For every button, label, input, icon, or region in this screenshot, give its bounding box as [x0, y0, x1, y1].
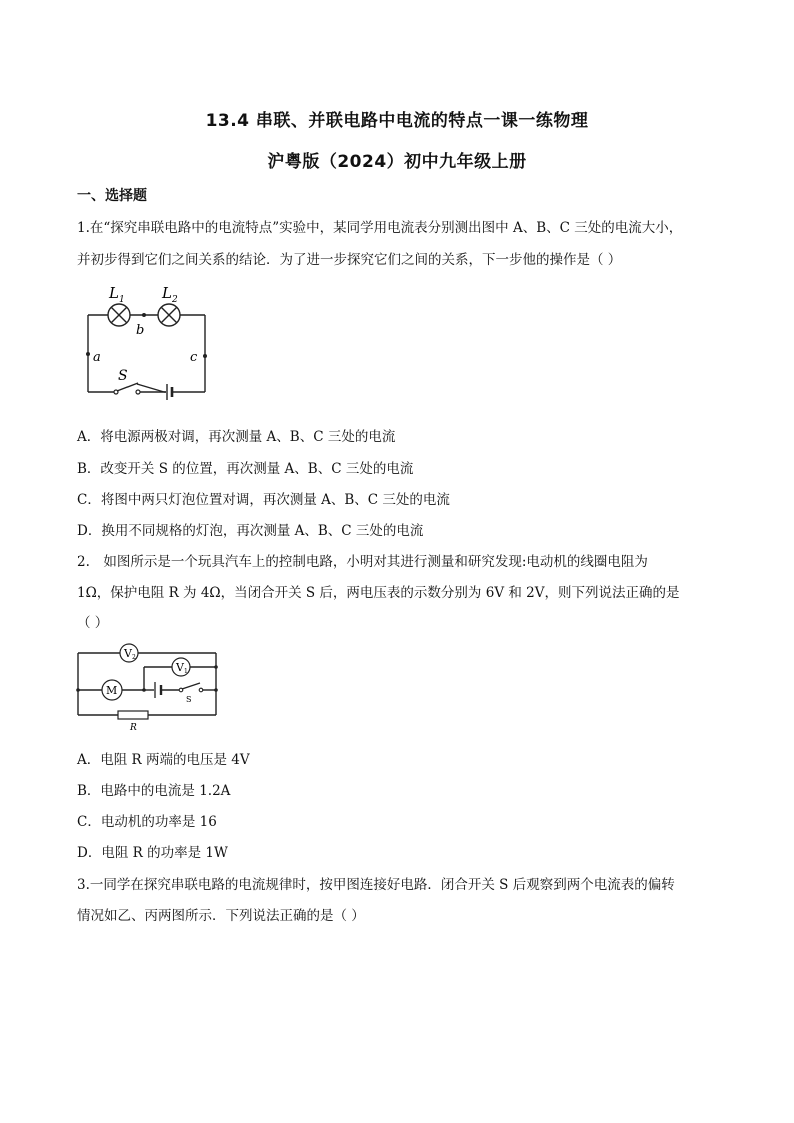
label-a: a	[93, 350, 101, 365]
q1-stem-line2: 并初步得到它们之间关系的结论．为了进一步探究它们之间的关系，下一步他的操作是（ ）	[77, 252, 622, 268]
label-m: M	[106, 684, 118, 697]
lamp-l1-icon	[108, 304, 130, 326]
q2-option-b: B．电路中的电流是 1.2A	[77, 783, 231, 799]
lamp-l2-icon	[158, 304, 180, 326]
label-v1: V	[176, 661, 184, 674]
label-s2: S	[186, 695, 192, 704]
doc-title-line2: 沪粤版（2024）初中九年级上册	[267, 152, 527, 172]
label-l1: L	[109, 284, 119, 302]
q1-option-c: C．将图中两只灯泡位置对调，再次测量 A、B、C 三处的电流	[77, 492, 450, 508]
section-heading: 一、选择题	[77, 188, 147, 204]
label-c: c	[190, 350, 198, 365]
label-r: R	[130, 723, 137, 733]
q2-stem-line3: （ ）	[77, 615, 109, 631]
resistor-icon	[118, 711, 148, 719]
label-v2: V	[124, 647, 132, 660]
q1-option-a: A．将电源两极对调，再次测量 A、B、C 三处的电流	[77, 429, 396, 445]
doc-title-line1: 13.4 串联、并联电路中电流的特点一课一练物理	[205, 111, 589, 131]
q2-option-d: D．电阻 R 的功率是 1W	[77, 845, 228, 861]
label-l2-sub: 2	[172, 295, 178, 305]
q2-circuit-diagram	[76, 640, 221, 735]
label-l1-sub: 1	[119, 295, 125, 305]
q2-option-c: C．电动机的功率是 16	[77, 814, 217, 830]
q2-stem-line1: 2. 如图所示是一个玩具汽车上的控制电路，小明对其进行测量和研究发现:电动机的线圈电阻为	[77, 554, 648, 570]
q1-stem-line1: 1.在“探究串联电路中的电流特点”实验中，某同学用电流表分别测出图中 A、B、C 三处的电流大小，	[77, 220, 683, 236]
label-v1-sub: 1	[184, 668, 188, 675]
label-l2: L	[162, 284, 172, 302]
q1-option-b: B．改变开关 S 的位置，再次测量 A、B、C 三处的电流	[77, 461, 414, 477]
q2-option-a: A．电阻 R 两端的电压是 4V	[77, 752, 250, 768]
label-v2-sub: 2	[132, 654, 136, 661]
q2-stem-line2: 1Ω，保护电阻 R 为 4Ω，当闭合开关 S 后，两电压表的示数分别为 6V 和 2V，则下列说法正确的是	[77, 585, 680, 601]
q3-stem-line2: 情况如乙、丙两图所示．下列说法正确的是（ ）	[77, 908, 365, 924]
q1-option-d: D．换用不同规格的灯泡，再次测量 A、B、C 三处的电流	[77, 523, 424, 539]
q1-circuit-diagram	[80, 280, 215, 405]
label-b: b	[136, 323, 145, 338]
label-s: S	[118, 368, 128, 384]
q3-stem-line1: 3.一同学在探究串联电路的电流规律时，按甲图连接好电路．闭合开关 S 后观察到两个电流表的偏转	[77, 877, 675, 893]
